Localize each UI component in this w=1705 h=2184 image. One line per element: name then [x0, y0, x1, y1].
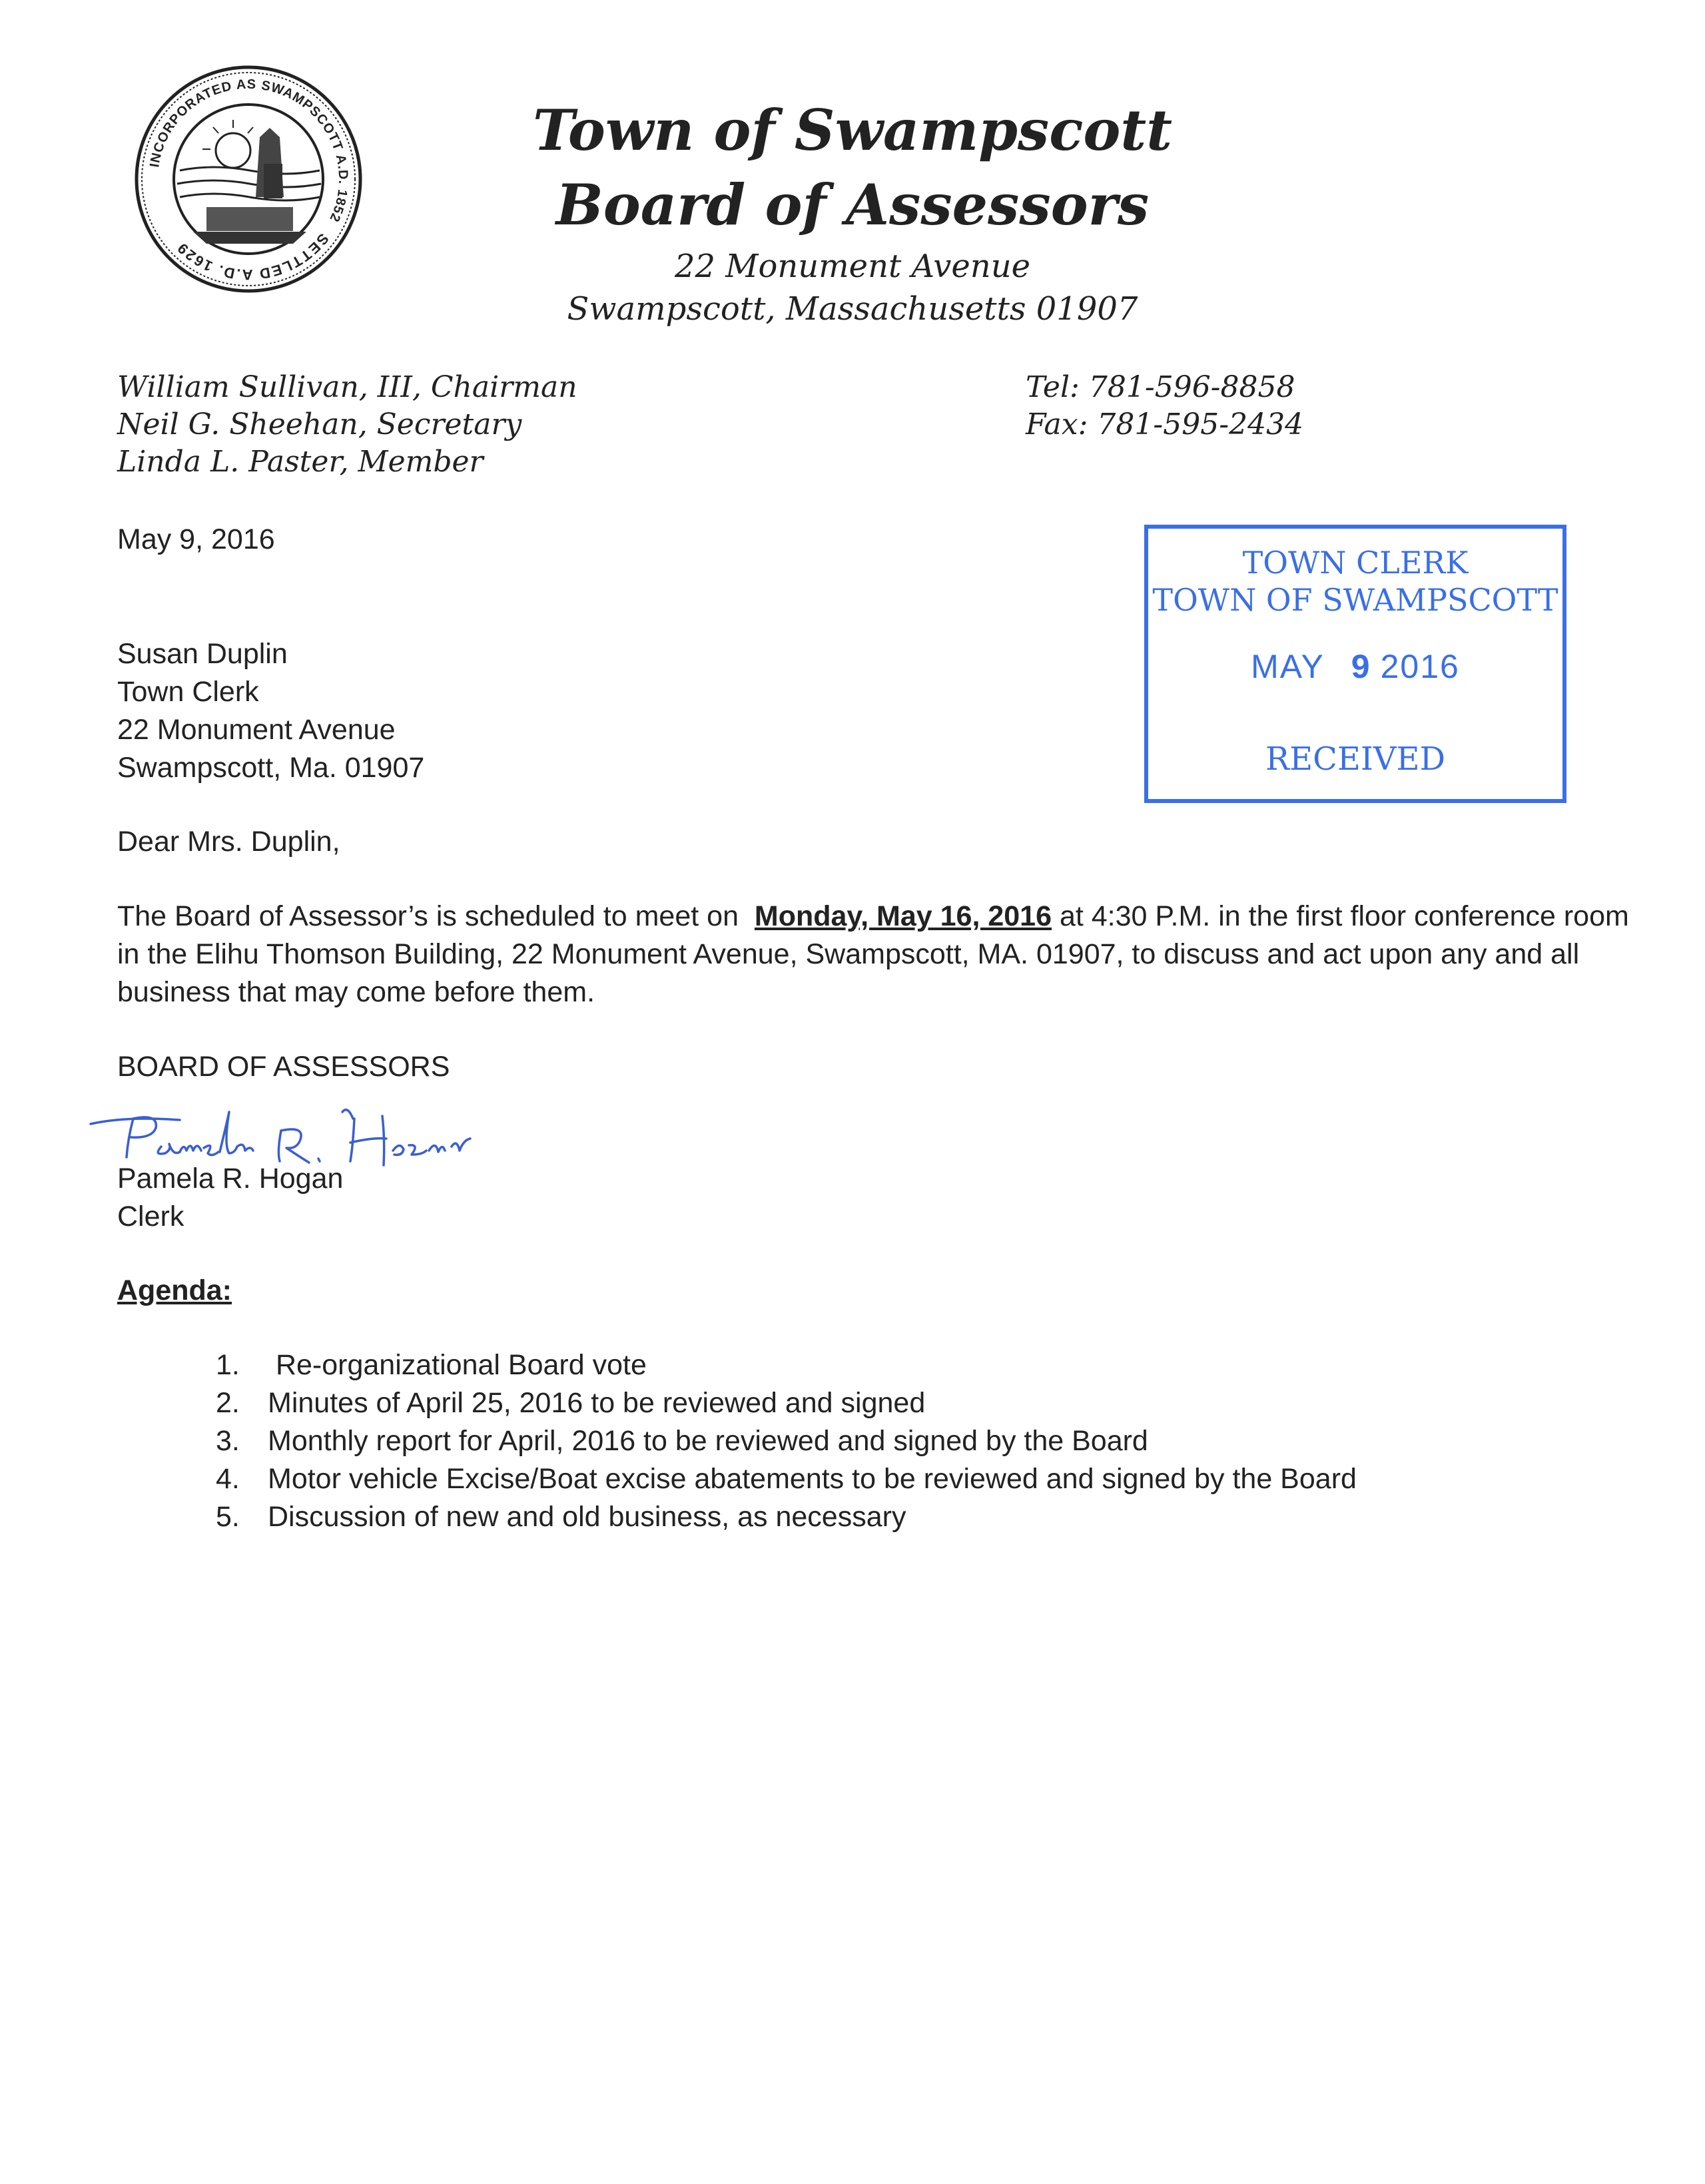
salutation: Dear Mrs. Duplin,	[117, 826, 340, 858]
stamp-line-town: TOWN OF SWAMPSCOTT	[1152, 582, 1558, 618]
agenda-item-text: Discussion of new and old business, as necessary	[268, 1501, 906, 1533]
stamp-status: RECEIVED	[1265, 740, 1446, 778]
body-part-2: at 4:30 P.M. in the first floor conference room in the Elihu Thomson Building, 22 Monument Avenue, Swampscott, MA. 01907, to discuss and act upon any and all business that may come before them.	[117, 900, 1629, 1008]
signer-title: Clerk	[117, 1201, 184, 1232]
addressee-title: Town Clerk	[117, 676, 259, 708]
board-member-member: Linda L. Paster, Member	[117, 445, 484, 479]
fax: Fax: 781-595-2434	[1026, 408, 1304, 441]
stamp-day: 9	[1351, 648, 1371, 685]
seal-top-text: SETTLED A.D. 1629	[173, 230, 332, 284]
agenda-item-text: Monthly report for April, 2016 to be reviewed and signed by the Board	[268, 1425, 1148, 1457]
addressee-name: Susan Duplin	[117, 638, 288, 670]
board-member-chairman: William Sullivan, III, Chairman	[117, 370, 577, 404]
received-stamp	[1144, 525, 1566, 803]
agenda-item-number: 4.	[216, 1463, 240, 1495]
agenda-item-number: 1.	[216, 1349, 240, 1381]
agenda-item-text: Motor vehicle Excise/Boat excise abatements to be reviewed and signed by the Board	[268, 1463, 1357, 1495]
addressee-street: 22 Monument Avenue	[117, 714, 396, 746]
stamp-year: 2016	[1380, 648, 1460, 685]
letter-date: May 9, 2016	[117, 523, 275, 555]
body-part-1: The Board of Assessor’s is scheduled to meet on	[117, 900, 755, 932]
telephone: Tel: 781-596-8858	[1026, 370, 1295, 404]
addressee-city: Swampscott, Ma. 01907	[117, 752, 425, 784]
stamp-line-town-clerk: TOWN CLERK	[1242, 545, 1469, 581]
letterhead-address-city: Swampscott, Massachusetts 01907	[567, 290, 1138, 328]
letterhead-title: Town of Swampscott	[532, 97, 1172, 163]
agenda-heading: Agenda:	[117, 1274, 232, 1306]
letterhead-address-street: 22 Monument Avenue	[674, 248, 1031, 285]
stamp-date	[1148, 647, 1562, 686]
meeting-date: Monday, May 16, 2016	[754, 900, 1052, 932]
agenda-item-text: Minutes of April 25, 2016 to be reviewed and signed	[268, 1387, 926, 1419]
seal-bottom-text: INCORPORATED AS SWAMPSCOTT A.D. 1852	[147, 77, 351, 224]
agenda-item-number: 5.	[216, 1501, 240, 1533]
letterhead-subtitle: Board of Assessors	[555, 172, 1150, 238]
agenda-item-number: 3.	[216, 1425, 240, 1457]
main-paragraph	[117, 898, 1649, 1011]
signer-name: Pamela R. Hogan	[117, 1163, 344, 1195]
stamp-month: MAY	[1251, 648, 1325, 685]
closing: BOARD OF ASSESSORS	[117, 1051, 450, 1083]
board-member-secretary: Neil G. Sheehan, Secretary	[117, 408, 522, 441]
addressee-block	[117, 635, 424, 787]
agenda-item-text: Re-organizational Board vote	[268, 1349, 647, 1381]
agenda-item-number: 2.	[216, 1387, 240, 1419]
signer-block	[117, 1160, 343, 1236]
